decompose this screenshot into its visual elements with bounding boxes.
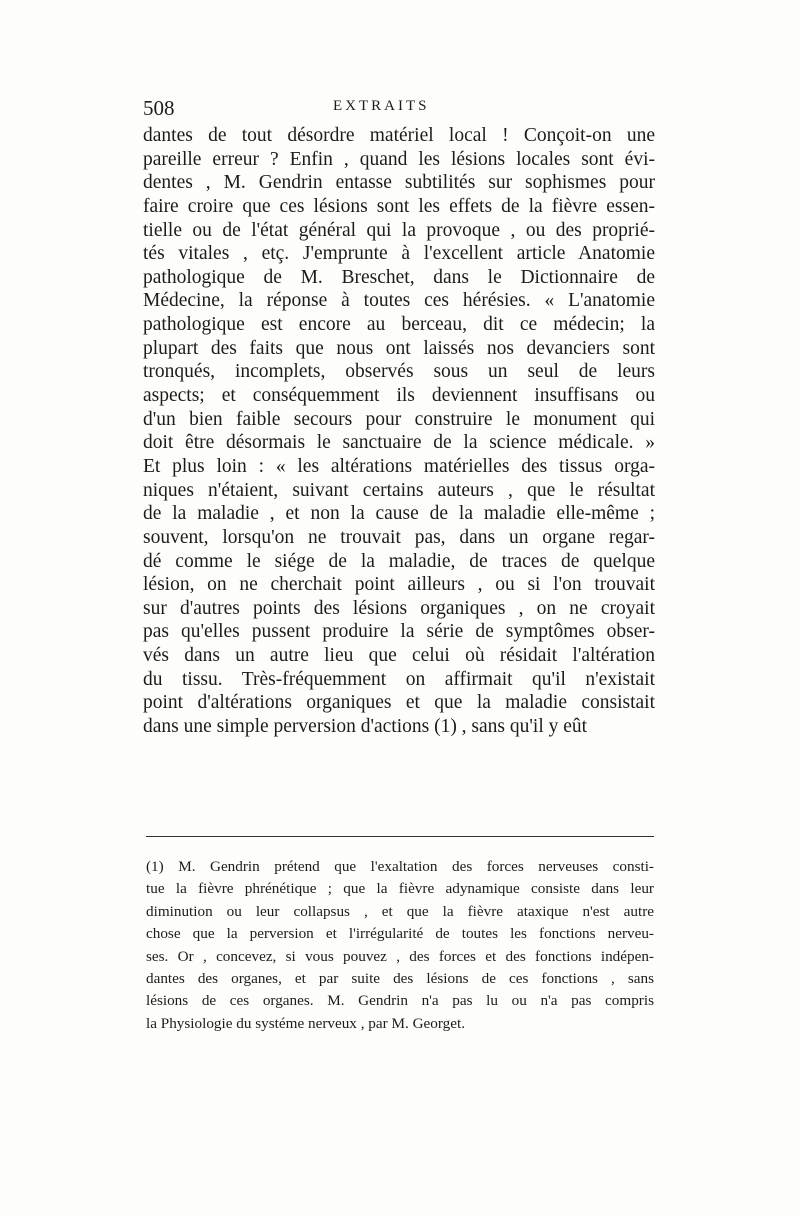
page-header — [143, 96, 655, 122]
footnote-line: (1) M. Gendrin prétend que l'exaltation des forces nerveuses consti- — [146, 858, 654, 875]
footnote — [146, 856, 654, 1035]
body-line: vés dans un autre lieu que celui où résidait l'altération — [143, 645, 655, 667]
body-line: tés vitales , etç. J'emprunte à l'excellent article Anatomie — [143, 243, 655, 265]
body-line: point d'altérations organiques et que la maladie consistait — [143, 692, 655, 714]
footnote-line: tue la fièvre phrénétique ; que la fièvre adynamique consiste dans leur — [146, 880, 654, 898]
footnote-line: dantes des organes, et par suite des lésions de ces fonctions , sans — [146, 969, 654, 987]
footnote-line: ses. Or , concevez, si vous pouvez , des forces et des fonctions indépen- — [146, 947, 654, 965]
body-line: dé comme le siége de la maladie, de traces de quelque — [143, 550, 655, 572]
body-line: plupart des faits que nous ont laissés nos devanciers sont — [143, 337, 655, 359]
footnote-line: diminution ou leur collapsus , et que la fièvre ataxique n'est autre — [146, 902, 654, 920]
body-line: aspects; et conséquemment ils deviennent insuffisans ou — [143, 385, 655, 407]
body-line: souvent, lorsqu'on ne trouvait pas, dans un organe regar- — [143, 526, 655, 548]
body-line: faire croire que ces lésions sont les effets de la fièvre essen- — [143, 195, 655, 217]
body-line: d'un bien faible secours pour construire le monument qui — [143, 408, 655, 430]
body-line: pathologique est encore au berceau, dit ce médecin; la — [143, 314, 655, 336]
body-line: dantes de tout désordre matériel local ! Conçoit-on une — [143, 125, 655, 146]
running-head: EXTRAITS — [333, 98, 430, 114]
body-line: pareille erreur ? Enfin , quand les lésions locales sont évi- — [143, 148, 655, 170]
body-line: sur d'autres points des lésions organiques , on ne croyait — [143, 597, 655, 619]
body-line: pathologique de M. Breschet, dans le Dictionnaire de — [143, 266, 655, 288]
body-line: du tissu. Très-fréquemment on affirmait qu'il n'existait — [143, 668, 655, 690]
body-text — [143, 124, 655, 739]
body-line: Et plus loin : « les altérations matérielles des tissus orga- — [143, 455, 655, 477]
footnote-line: la Physiologie du systéme nerveux , par M. Georget. — [146, 1014, 466, 1032]
footnote-line: lésions de ces organes. M. Gendrin n'a pas lu ou n'a pas compris — [146, 992, 654, 1010]
body-line: niques n'étaient, suivant certains auteurs , que le résultat — [143, 479, 655, 501]
body-line: lésion, on ne cherchait point ailleurs , ou si l'on trouvait — [143, 574, 655, 596]
body-line: dans une simple perversion d'actions (1) , sans qu'il y eût — [143, 716, 588, 738]
body-line: doit être désormais le sanctuaire de la science médicale. » — [143, 432, 655, 454]
body-line: tielle ou de l'état général qui la provoque , ou des proprié- — [143, 219, 655, 241]
body-line: tronqués, incomplets, observés sous un seul de leurs — [143, 361, 655, 383]
body-line: pas qu'elles pussent produire la série de symptômes obser- — [143, 621, 655, 643]
body-line: de la maladie , et non la cause de la maladie elle-même ; — [143, 503, 655, 525]
body-line: dentes , M. Gendrin entasse subtilités sur sophismes pour — [143, 172, 655, 194]
page-number: 508 — [143, 96, 175, 120]
footnote-divider — [146, 836, 654, 837]
body-line: Médecine, la réponse à toutes ces hérésies. « L'anatomie — [143, 290, 655, 312]
footnote-line: chose que la perversion et l'irrégularité de toutes les fonctions nerveu- — [146, 925, 654, 943]
